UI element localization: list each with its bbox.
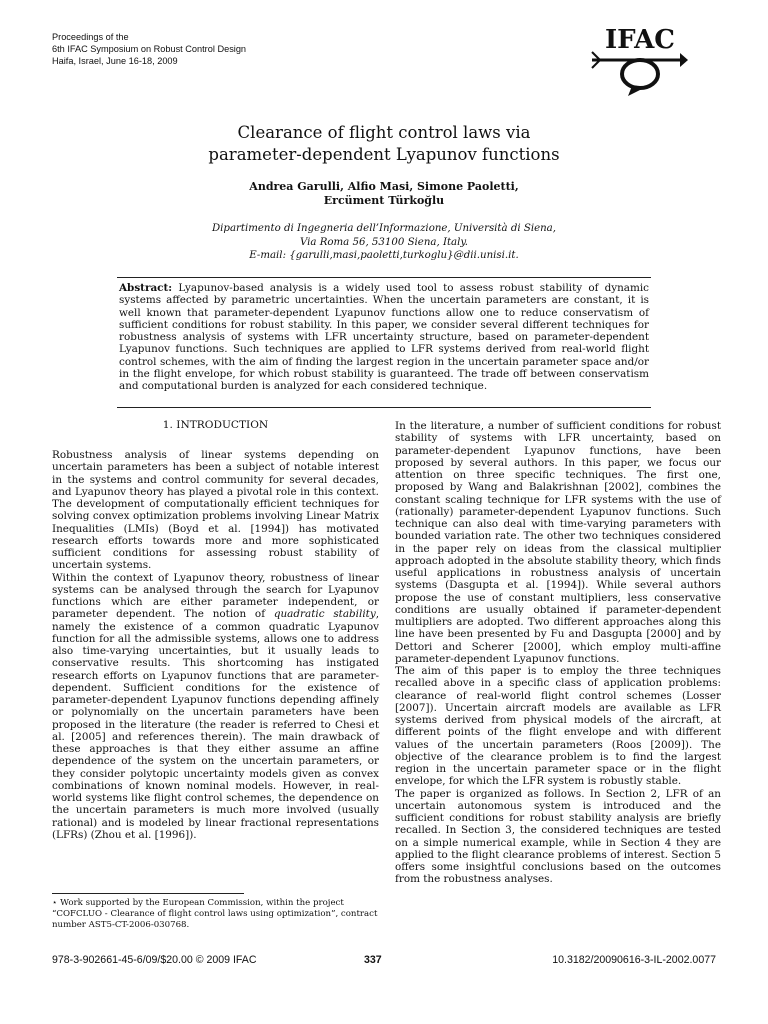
emphasis-text: quadratic stability [273,608,376,621]
abstract-label: Abstract: [119,282,173,294]
abstract-top-rule [117,277,651,278]
paragraph: In the literature, a number of sufficient conditions for robust stability of systems with LFR uncertainty, based on parameter-dependent Lyapunov functions, have been proposed by several authors. In this paper, we focus our attention on three specific techniques. The first one, proposed by Wang and Balakrishnan [2002], combines the constant scaling technique for LFR systems with the use of (rationally) parameter-dependent Lyapunov functions. Such technique can also deal with time-varying parameters with bounded variation rate. The other two techniques considered in the paper rely on ideas from the classical multiplier approach adopted in the absolute stability theory, which finds useful applications in robustness analysis of uncertain systems (Dasgupta et al. [1994]). While several authors propose the use of constant multipliers, less conservative conditions are usually obtained if parameter-dependent multipliers are adopted. Two different approaches along this line have been presented by Fu and Dasgupta [2000] and by Dettori and Scherer [2000], which employ multi-affine parameter-dependent Lyapunov functions. [395,420,721,665]
ifac-logo-text: IFAC [605,25,675,55]
abstract [119,282,649,393]
affiliation-email: E-mail: {garulli,masi,paoletti,turkoglu}@dii.unisi.it. [249,250,519,261]
left-column [52,449,379,841]
affiliation [84,222,684,263]
footnote-marker: ⋆ [52,898,58,908]
paragraph-text: , namely the existence of a common quadratic Lyapunov function for all the admissible systems, allows one to address also time-varying uncertainties, but it usually leads to conservative results. This shortcoming has instigated research efforts on Lyapunov functions that are parameter-dependent. Sufficient conditions for the existence of parameter-dependent Lyapunov functions depending affinely or polynomially on the uncertain parameters have been proposed in the literature (the reader is referred to Chesi et al. [2005] and references therein). The main drawback of these approaches is that they either assume an affine dependence of the system on the uncertain parameters, or they consider polytopic uncertainty models given as convex combinations of known nominal models. However, in real-world systems like flight control schemes, the dependence on the uncertain parameters is much more involved (usually rational) and is modeled by linear fractional representations (LFRs) (Zhou et al. [1996]). [52,608,379,841]
paper-title [84,122,684,166]
paragraph: Robustness analysis of linear systems depending on uncertain parameters has been a subject of notable interest in the systems and control community for several decades, and Lyapunov theory has played a pivotal role in this context. The development of computationally efficient techniques for solving convex optimization problems involving Linear Matrix Inequalities (LMIs) (Boyd et al. [1994]) has motivated research efforts towards more and more sophisticated sufficient conditions for assessing robust stability of uncertain systems. [52,449,379,572]
authors-line: Andrea Garulli, Alfio Masi, Simone Paoletti, [249,180,519,193]
paragraph: The aim of this paper is to employ the three techniques recalled above in a specific class of application problems: clearance of real-world flight control schemes (Losser [2007]). Uncertain aircraft models are available as LFR systems derived from physical models of the aircraft, at different points of the flight envelope and with different values of the uncertain parameters (Roos [2009]). The objective of the clearance problem is to find the largest region in the uncertain parameter space or in the flight envelope, for which the LFR system is robustly stable. [395,665,721,788]
section-heading: 1. INTRODUCTION [162,419,269,431]
footnote-text: Work supported by the European Commission, within the project “COFCLUO - Clearance of flight control laws using optimization”, contract number AST5-CT-2006-030768. [52,898,378,930]
abstract-bottom-rule [117,407,651,408]
right-column [395,420,721,886]
footnote [52,898,379,931]
footnote-rule [52,893,244,894]
title-line: Clearance of flight control laws via [237,123,531,142]
page-number: 337 [364,954,382,966]
authors-line: Ercüment Türkoğlu [323,194,445,207]
affiliation-line: Via Roma 56, 53100 Siena, Italy. [299,236,469,248]
footer-isbn: 978-3-902661-45-6/09/$20.00 © 2009 IFAC [52,954,257,966]
paragraph-text: Within the context of Lyapunov theory, robustness of linear systems can be analysed through the search for Lyapunov functions which are either parameter independent, or parameter dependent. The notion of [52,571,379,621]
proceedings-line: Proceedings of the [52,32,129,42]
ifac-logo-graphic [588,22,688,100]
proceedings-header [52,31,246,67]
author-list [84,180,684,208]
footer-doi: 10.3182/20090616-3-IL-2002.0077 [552,954,716,966]
abstract-text: Lyapunov-based analysis is a widely used tool to assess robust stability of dynamic systems affected by parametric uncertainties. When the uncertain parameters are constant, it is well known that parameter-dependent Lyapunov functions allow one to reduce conservatism of sufficient conditions for robust stability. In this paper, we consider several different techniques for robustness analysis of systems with LFR uncertainty structure, based on parameter-dependent Lyapunov functions. Such techniques are applied to LFR systems derived from real-world flight control schemes, with the aim of finding the largest region in the uncertain parameter space and/or in the flight envelope, for which robust stability is guaranteed. The trade off between conservatism and computational burden is analyzed for each considered technique. [119,282,649,393]
paragraph [52,572,379,842]
ifac-logo [588,22,688,100]
paragraph: The paper is organized as follows. In Section 2, LFR of an uncertain autonomous system is introduced and the sufficient conditions for robust stability analysis are briefly recalled. In Section 3, the considered techniques are tested on a simple numerical example, while in Section 4 they are applied to the flight clearance problems of interest. Section 5 offers some insightful conclusions based on the outcomes from the robustness analyses. [395,787,721,886]
affiliation-line: Dipartimento di Ingegneria dell’Informazione, Università di Siena, [212,223,556,234]
title-line: parameter-dependent Lyapunov functions [208,145,560,164]
proceedings-line: Haifa, Israel, June 16-18, 2009 [52,56,178,66]
proceedings-line: 6th IFAC Symposium on Robust Control Design [52,44,247,54]
